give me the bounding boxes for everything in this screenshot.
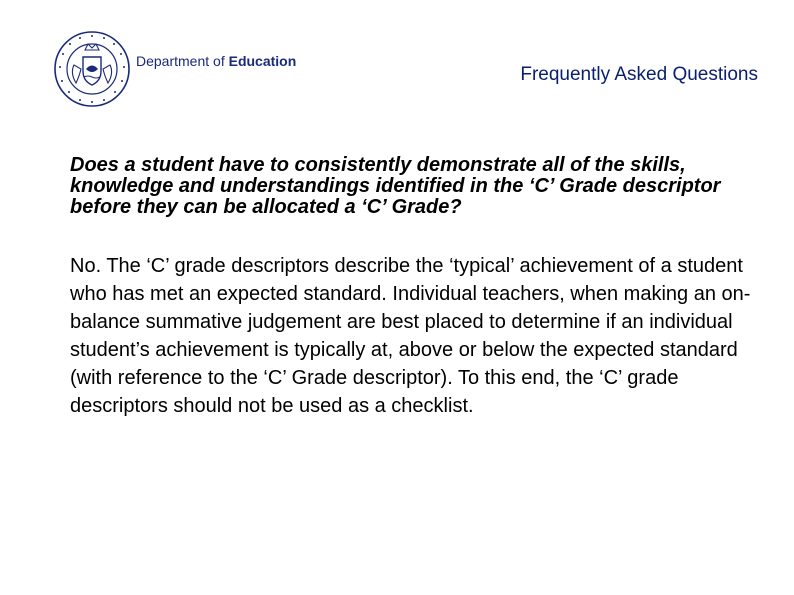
department-name-emphasis: Education	[228, 53, 297, 69]
department-logo	[52, 28, 296, 110]
page-title: Frequently Asked Questions	[520, 64, 758, 85]
faq-question: Does a student have to consistently demonstrate all of the skills, knowledge and understandings identified in the ‘C’ Grade descriptor before they can be allocated a ‘C’ Grade?	[70, 154, 721, 218]
wa-government-seal-icon	[52, 29, 132, 109]
department-name-prefix: Department of	[136, 53, 229, 69]
faq-answer: No. The ‘C’ grade descriptors describe the ‘typical’ achievement of a student who has met an expected standard. Individual teachers, when making an on-balance summative judgement are best placed to determine if an individual student’s achievement is typically at, above or below the expected standard (with reference to the ‘C’ Grade descriptor). To this end, the ‘C’ grade descriptors should not be used as a checklist.	[70, 255, 751, 417]
department-name	[136, 53, 296, 69]
